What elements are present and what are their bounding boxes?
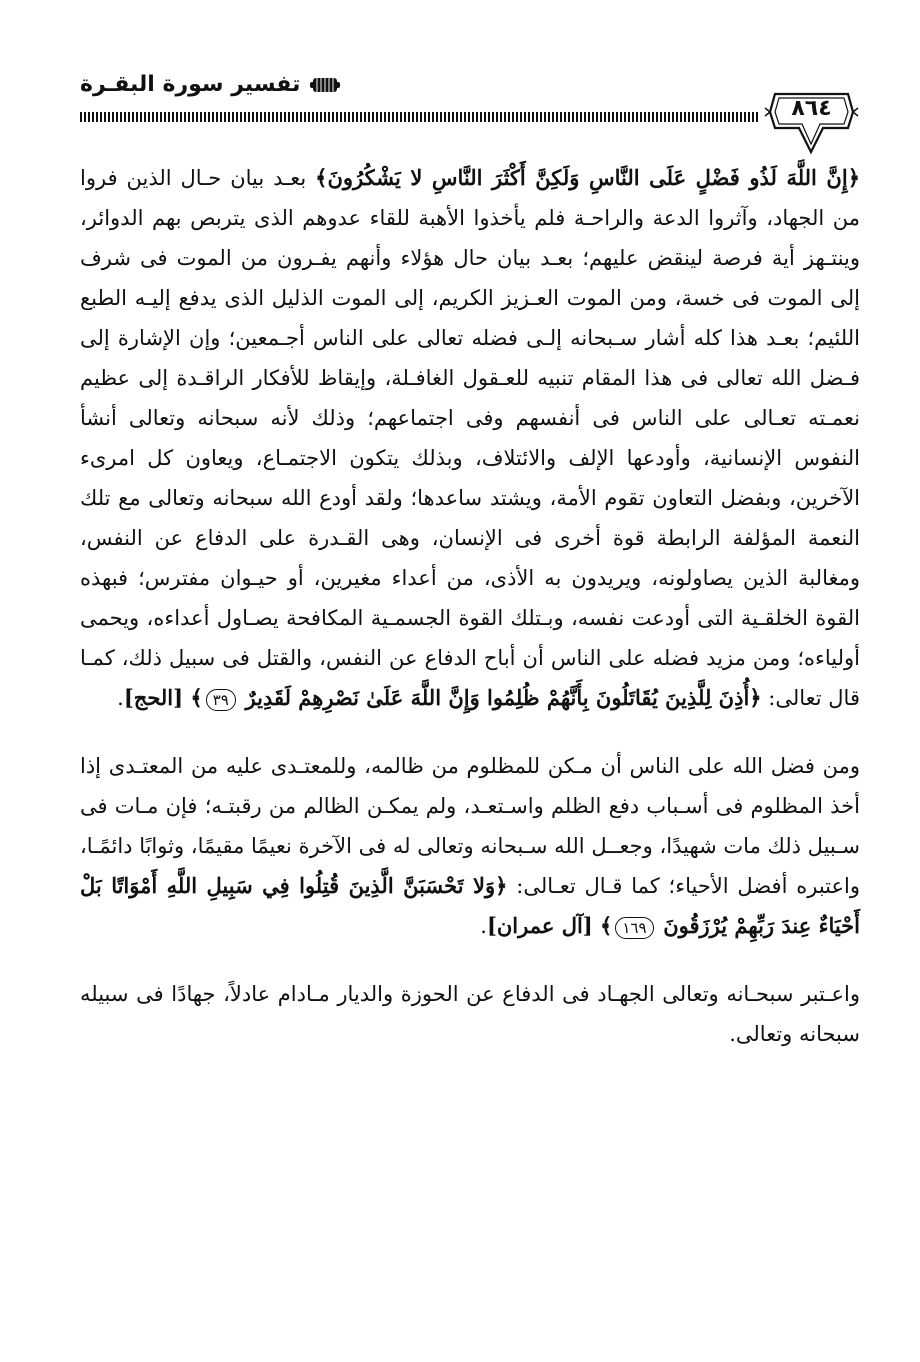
page-body (80, 158, 860, 1054)
paragraph-text: واعـتبر سبحـانه وتعالى الجهـاد فى الدفاع عن الحوزة والديار مـادام عادلاً، جهادًا فى سبيله سبحانه وتعالى. (80, 982, 860, 1046)
surah-reference: [الحج] (123, 685, 191, 710)
header-rule (80, 112, 760, 122)
ayah-number: ٣٩ (206, 689, 236, 711)
page-number: ٨٦٤ (791, 96, 832, 121)
sentence-end: . (480, 914, 487, 938)
paragraph-text: ومن فضل الله على الناس أن مـكن للمظلوم من ظالمه، وللمعتـدى عليه من المعتـدى إذا أخذ المظلوم فى أسـباب دفع الظلم واسـتعـد، ولم يمكـن الظالم من رقبتـه؛ فإن مـات فى سـبيل ذلك مات شهيدًا، وجعــل الله سـبحانه وتعالى له فى الآخرة نعيمًا مقيمًا، وثوابًا دائمًـا، واعتبره أفضل الأحياء؛ كما قـال تعـالى: (80, 754, 860, 898)
paragraph (80, 974, 860, 1054)
quran-verse: ﴿إِنَّ اللَّهَ لَذُو فَضْلٍ عَلَى النَّاسِ وَلَكِنَّ أَكْثَرَ النَّاسِ لا يَشْكُرُونَ﴾ (315, 165, 860, 190)
paragraph (80, 158, 860, 718)
running-title (80, 72, 340, 97)
surah-reference: [آل عمران] (486, 913, 601, 938)
sentence-end: . (117, 686, 124, 710)
quran-verse: ﴿أُذِنَ لِلَّذِينَ يُقَاتَلُونَ بِأَنَّهُمْ ظُلِمُوا وَإِنَّ اللَّهَ عَلَىٰ نَصْرِهِمْ لَقَدِيرٌ (245, 685, 762, 710)
ornament-icon (310, 74, 340, 96)
paragraph (80, 746, 860, 946)
page-header (80, 60, 860, 160)
paragraph-text: بعـد بيان حـال الذين فروا من الجهاد، وآثروا الدعة والراحـة فلم يأخذوا الأهبة للقاء عدوهم الذى يتربص بهم الدوائر، وينتـهز أية فرصة لينقض عليهم؛ بعـد بيان حال هؤلاء وأنهم يفـرون من الموت فى شرف إلى الموت فى خسة، ومن الموت العـزيز الكريم، إلى الموت الذليل الذى يدفع إليـه الطبع اللئيم؛ بعـد هذا كله أشار سـبحانه إلـى فضله تعالى على الناس أجـمعين؛ وإن الإشارة إلى فـضل الله تعالى فى هذا المقام تنبيه للعـقول الغافـلة، وإيقاظ للأفكار الراقـدة إلى عظيم نعمـته تعـالى على الناس فى أنفسهم وفى اجتماعهم؛ وذلك لأنه سبحانه وتعالى أنشأ النفوس الإنسانية، وأودعها الإلف والائتلاف، وبذلك يتكون الاجتمـاع، ويعاون كل امرىء الآخرين، وبفضل التعاون تقوم الأمة، ويشتد ساعدها؛ ولقد أودع الله سبحانه وتعالى مع تلك النعمة المؤلفة الرابطة قوة أخرى فى الإنسان، وهى القـدرة على الدفاع عن النفس، ومغالبة الذين يصاولونه، ويريدون به الأذى، من أعداء مغيرين، أو حيـوان مفترس؛ فبهذه القوة الخلقـية التى أودعت نفسه، وبـتلك القوة الجسمـية المكافحة يصـاول أعداءه، ويحمى أولياءه؛ ومن مزيد فضله على الناس أن أباح الدفاع عن النفس، والقتل فى سبيل ذلك، كمـا قال تعالى: (80, 166, 860, 710)
book-title: تفسير سورة البقـرة (80, 72, 301, 97)
ayah-number: ١٦٩ (615, 917, 653, 939)
verse-bracket: ﴾ (190, 685, 203, 710)
quran-verse: ﴿وَلا تَحْسَبَنَّ الَّذِينَ قُتِلُوا فِي سَبِيلِ اللَّهِ أَمْوَاتًا بَلْ أَحْيَاءٌ عِندَ رَبِّهِمْ يُرْزَقُونَ (80, 873, 860, 938)
verse-bracket: ﴾ (600, 913, 613, 938)
page-number-badge (763, 84, 860, 156)
